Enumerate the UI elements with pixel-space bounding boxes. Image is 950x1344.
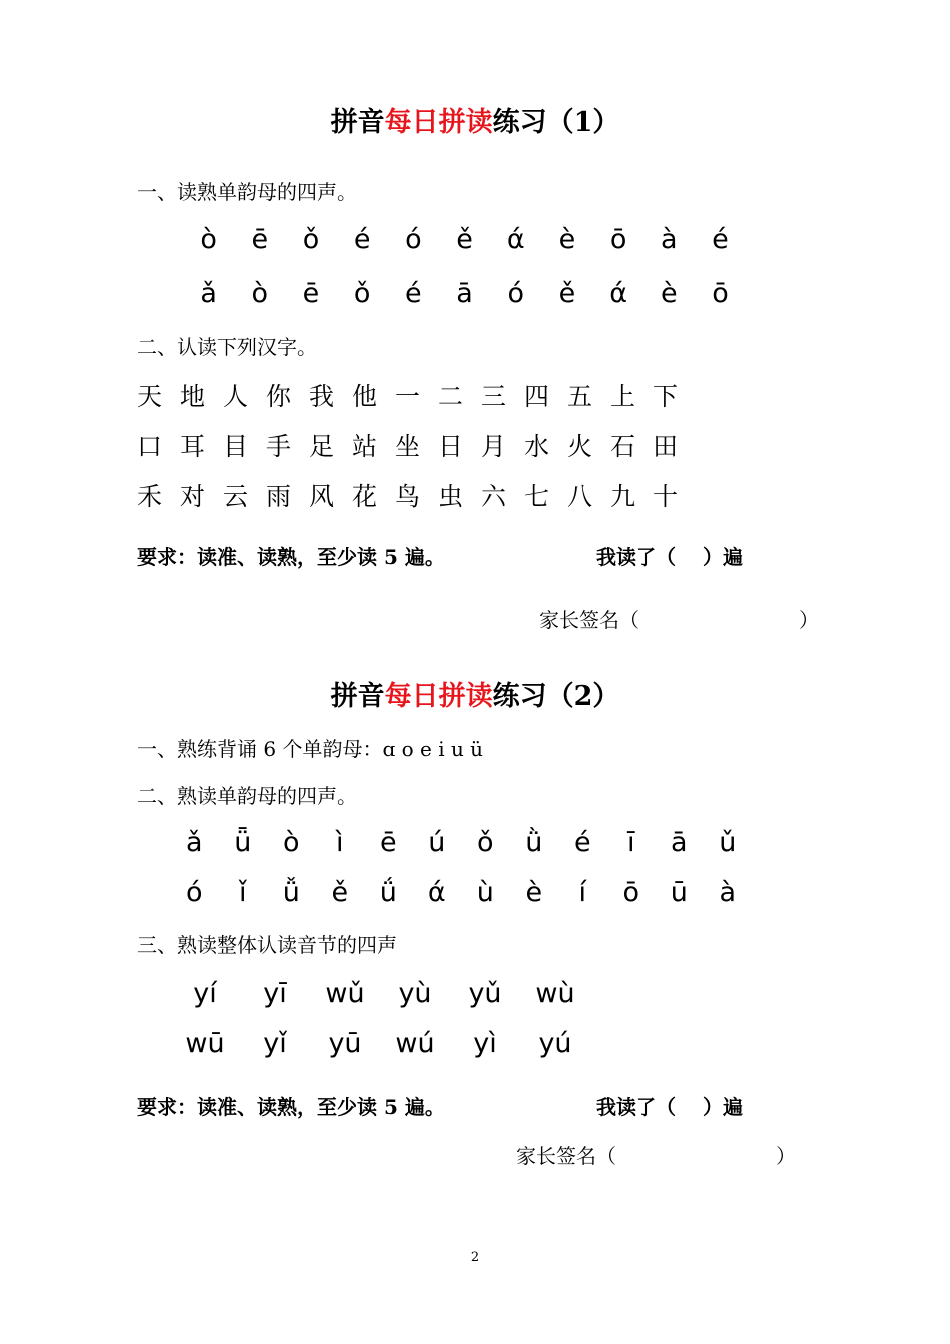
title-prefix: 拼音 [330,107,385,138]
pinyin-syllable: yì [473,1028,497,1059]
pinyin-vowel: ǘ [379,877,397,908]
pinyin-syllable: wǔ [325,978,365,1009]
hanzi-character: 对 [180,482,206,511]
pinyin-vowel: ǚ [282,877,300,908]
hanzi-character: 足 [309,432,335,461]
pinyin-vowel: è [558,224,576,255]
hanzi-character: 下 [653,382,679,411]
hanzi-character: 目 [223,432,249,461]
pinyin-vowel: è [660,278,678,309]
hanzi-character: 三 [481,382,507,411]
exercise1-pinyin-row1 [183,224,746,255]
pinyin-syllable: yū [328,1028,362,1059]
pinyin-syllable: yù [398,978,432,1009]
hanzi-character: 人 [223,382,249,411]
exercise1-read-count: 我读了（ ）遍 [596,545,743,569]
exercise1-parent-signature: 家长签名（ ） [539,608,819,632]
hanzi-character: 九 [610,482,636,511]
pinyin-vowel: ǔ [719,827,737,858]
exercise1-section2: 二、认读下列汉字。 [137,335,317,359]
hanzi-character: 虫 [438,482,464,511]
exercise1-section1: 一、读熟单韵母的四声。 [137,180,357,204]
title-red: 每日拼读 [384,107,493,138]
pinyin-vowel: à [719,877,737,908]
pinyin-vowel: ō [609,224,627,255]
hanzi-character: 耳 [180,432,206,461]
hanzi-character: 坐 [395,432,421,461]
exercise1-hanzi-row3 [137,477,696,513]
hanzi-character: 风 [309,482,335,511]
pinyin-syllable: yú [538,1028,572,1059]
pinyin-vowel: ò [282,827,300,858]
title-suffix: 练习（2） [492,681,620,712]
exercise2-requirement: 要求：读准、读熟，至少读 5 遍。 [137,1095,445,1119]
hanzi-character: 手 [266,432,292,461]
pinyin-syllable: yǔ [468,978,502,1009]
pinyin-vowel: ō [712,278,729,309]
hanzi-character: 他 [352,382,378,411]
pinyin-vowel: ì [335,827,344,858]
hanzi-character: 鸟 [395,482,421,511]
page-number: 2 [470,1250,480,1265]
exercise2-read-count: 我读了（ ）遍 [596,1095,743,1119]
exercise2-syllable-row2 [170,1028,590,1059]
pinyin-vowel: ά [506,224,525,255]
pinyin-vowel: í [578,877,586,908]
pinyin-vowel: à [661,224,678,255]
hanzi-character: 你 [266,382,292,411]
pinyin-vowel: ū [670,877,688,908]
pinyin-vowel: é [573,827,591,858]
pinyin-vowel: é [405,278,422,309]
pinyin-vowel: ā [456,278,473,309]
title-prefix: 拼音 [330,681,385,712]
pinyin-vowel: ē [379,827,397,858]
hanzi-character: 月 [481,432,507,461]
pinyin-vowel: ǎ [185,827,203,858]
exercise2-parent-signature: 家长签名（ ） [516,1144,796,1168]
pinyin-vowel: ē [302,278,320,309]
pinyin-vowel: ǒ [302,224,320,255]
pinyin-vowel: ě [558,278,576,309]
hanzi-character: 站 [352,432,378,461]
pinyin-vowel: ú [428,827,446,858]
exercise2-section1: 一、熟练背诵 6 个单韵母：ɑ o e i u ü [137,737,484,761]
pinyin-vowel: ǒ [476,827,494,858]
hanzi-character: 上 [610,382,636,411]
pinyin-vowel: ò [251,278,269,309]
exercise1-pinyin-row2 [183,278,746,309]
exercise1-title [0,100,950,139]
pinyin-vowel: ó [405,224,422,255]
exercise2-syllable-row1 [170,978,590,1009]
pinyin-syllable: wú [395,1028,435,1059]
pinyin-vowel: ù [476,877,494,908]
pinyin-vowel: ó [507,278,524,309]
pinyin-vowel: ǜ [525,827,543,858]
hanzi-character: 雨 [266,482,292,511]
pinyin-syllable: yí [193,978,217,1009]
pinyin-vowel: ē [251,224,269,255]
pinyin-vowel: ó [185,877,203,908]
pinyin-syllable: wū [185,1028,225,1059]
exercise2-pinyin-row2 [170,877,752,908]
exercise2-pinyin-row1 [170,827,752,858]
exercise2-section3: 三、熟读整体认读音节的四声 [137,933,397,957]
pinyin-vowel: é [712,224,729,255]
exercise1-requirement: 要求：读准、读熟，至少读 5 遍。 [137,545,445,569]
pinyin-syllable: yǐ [263,1028,287,1059]
pinyin-vowel: ǒ [353,278,371,309]
hanzi-character: 水 [524,432,550,461]
hanzi-character: 八 [567,482,593,511]
hanzi-character: 石 [610,432,636,461]
pinyin-vowel: ò [200,224,217,255]
hanzi-character: 六 [481,482,507,511]
title-red: 每日拼读 [384,681,493,712]
hanzi-character: 火 [567,432,593,461]
exercise1-hanzi-row2 [137,427,696,463]
hanzi-character: 一 [395,382,421,411]
pinyin-vowel: ǐ [238,877,247,908]
hanzi-character: 十 [653,482,679,511]
hanzi-character: 我 [309,382,335,411]
hanzi-character: 七 [524,482,550,511]
hanzi-character: 日 [438,432,464,461]
hanzi-character: 二 [438,382,464,411]
pinyin-vowel: ǖ [234,827,252,858]
exercise2-title [0,674,950,713]
hanzi-character: 天 [137,382,163,411]
pinyin-vowel: é [353,224,371,255]
hanzi-character: 口 [137,432,163,461]
hanzi-character: 禾 [137,482,163,511]
pinyin-vowel: ě [331,877,349,908]
pinyin-syllable: wù [535,978,575,1009]
exercise2-section2: 二、熟读单韵母的四声。 [137,784,357,808]
pinyin-vowel: ǎ [200,278,217,309]
hanzi-character: 四 [524,382,550,411]
pinyin-vowel: ě [456,224,473,255]
exercise1-hanzi-row1 [137,377,696,413]
pinyin-vowel: ά [427,877,446,908]
pinyin-syllable: yī [263,978,287,1009]
pinyin-vowel: ā [670,827,688,858]
pinyin-vowel: ά [609,278,627,309]
hanzi-character: 花 [352,482,378,511]
pinyin-vowel: ō [622,877,640,908]
pinyin-vowel: ī [626,827,635,858]
hanzi-character: 云 [223,482,249,511]
hanzi-character: 地 [180,382,206,411]
hanzi-character: 五 [567,382,593,411]
hanzi-character: 田 [653,432,679,461]
pinyin-vowel: è [525,877,543,908]
title-suffix: 练习（1） [492,107,620,138]
